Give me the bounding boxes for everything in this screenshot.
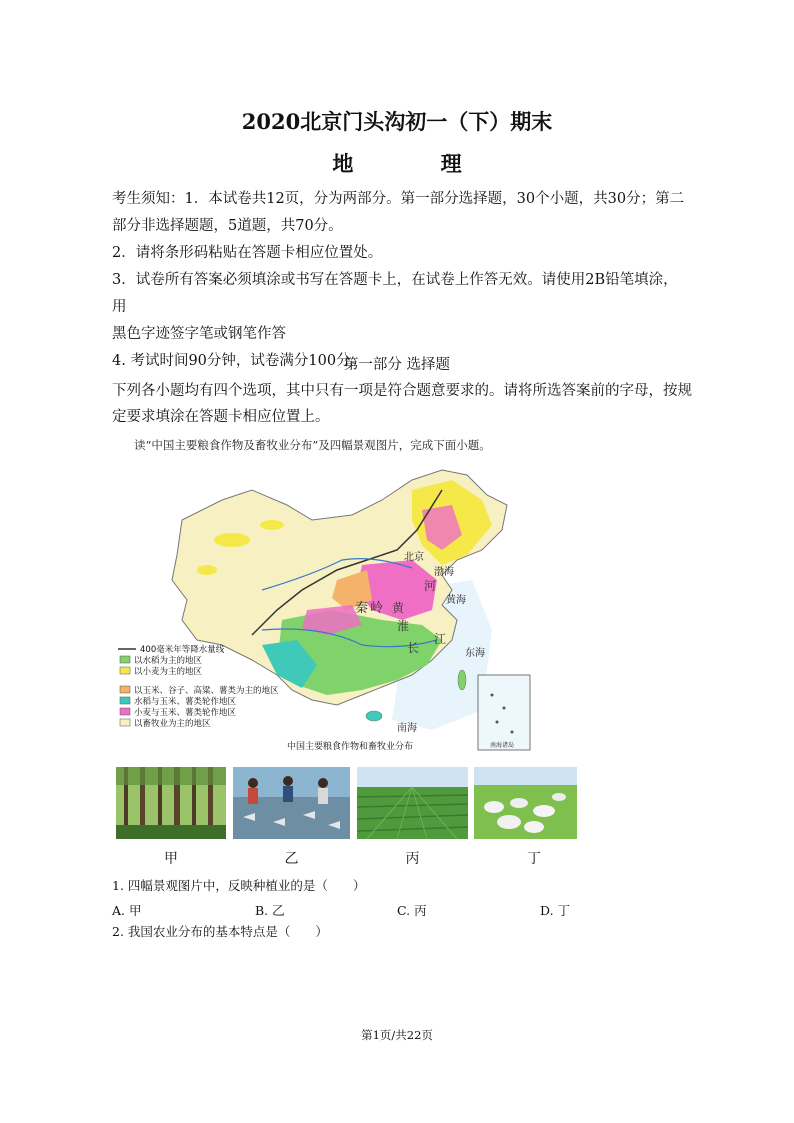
notice-line: 2．请将条形码粘贴在答题卡相应位置处。 <box>112 245 383 261</box>
notice-line: 部分非选择题题，5道题，共70分。 <box>112 218 343 234</box>
farmland-photo <box>357 767 468 839</box>
zone-wheat-northwest <box>214 533 250 547</box>
notice-line: 3．试卷所有答案必须填涂或书写在答题卡上，在试卷上作答无效。请使用2B铅笔填涂，用 <box>112 272 678 315</box>
label-huang: 黄 <box>392 601 405 615</box>
map-svg <box>112 460 542 755</box>
inset-label: 南海诸岛 <box>490 742 515 749</box>
zone-wheat-northwest <box>197 565 217 575</box>
question-2-text: 2. 我国农业分布的基本特点是（ ） <box>112 924 328 939</box>
option-d[interactable]: D. 丁 <box>540 903 571 918</box>
label-ling: 岭 <box>370 601 384 616</box>
option-c[interactable]: C. 丙 <box>397 903 427 918</box>
photo-label: 丙 <box>405 851 420 867</box>
label-nanhai: 南海 <box>397 723 417 734</box>
section-title: 第一部分 选择题 <box>343 357 451 373</box>
notice-line: 4. 考试时间90分钟，试卷满分100分。 <box>112 353 366 369</box>
label-bohai: 渤海 <box>434 567 454 578</box>
photo-label: 丁 <box>527 851 541 867</box>
intro-line: 定要求填涂在答题卡相应位置上。 <box>112 409 330 425</box>
map-caption: 中国主要粮食作物和畜牧业分布 <box>287 742 414 752</box>
label-chang: 长 <box>407 641 420 655</box>
exam-title: 2020北京门头沟初一（下）期末 <box>241 109 553 134</box>
exam-notice <box>112 186 692 375</box>
forest-photo <box>116 767 226 839</box>
legend-label: 以小麦为主的地区 <box>134 667 203 677</box>
fishing-photo <box>233 767 350 839</box>
legend-swatch <box>120 708 130 715</box>
question-1-text: 1. 四幅景观图片中，反映种植业的是（ ） <box>112 878 366 893</box>
zone-wheat-northwest <box>260 520 284 530</box>
label-huai: 淮 <box>397 619 410 633</box>
label-he: 河 <box>424 579 437 593</box>
taiwan-island <box>458 670 466 690</box>
label-donghai: 东海 <box>465 648 485 659</box>
label-qin: 秦 <box>355 601 369 616</box>
option-a[interactable]: A. 甲 <box>112 903 142 918</box>
legend-swatch <box>120 656 130 663</box>
option-b[interactable]: B. 乙 <box>255 903 285 918</box>
legend-label: 水稻与玉米、薯类轮作地区 <box>134 697 237 707</box>
legend-swatch <box>120 697 130 704</box>
notice-line: 黑色字迹签字笔或钢笔作答 <box>112 326 286 342</box>
sheep-pasture-photo <box>474 767 577 839</box>
question-lead: 读“中国主要粮食作物及畜牧业分布”及四幅景观图片，完成下面小题。 <box>134 438 491 452</box>
notice-line: 考生须知：1．本试卷共12页，分为两部分。第一部分选择题，30个小题，共30分；第二 <box>112 191 685 207</box>
intro-line: 下列各小题均有四个选项，其中只有一项是符合题意要求的。请将所选答案前的字母，按规 <box>112 383 692 399</box>
legend-label: 400毫米年等降水量线 <box>140 645 225 655</box>
legend-label: 小麦与玉米、薯类轮作地区 <box>134 708 237 718</box>
legend-swatch <box>120 686 130 693</box>
label-beijing: 北京 <box>404 552 424 563</box>
hainan-island <box>366 711 382 721</box>
page-footer: 第1页/共22页 <box>361 1028 433 1042</box>
legend-swatch <box>120 719 130 726</box>
legend-swatch <box>120 667 130 674</box>
photo-label: 乙 <box>284 851 299 867</box>
label-jiang: 江 <box>434 632 447 646</box>
label-huanghai: 黄海 <box>446 595 466 606</box>
legend-label: 以玉米、谷子、高粱、薯类为主的地区 <box>134 686 279 696</box>
south-china-sea-inset <box>478 675 530 750</box>
photo-label: 甲 <box>164 851 178 867</box>
subject-title: 地 理 <box>332 151 502 176</box>
legend-label: 以畜牧业为主的地区 <box>134 719 211 729</box>
legend-label: 以水稻为主的地区 <box>134 656 203 666</box>
china-agriculture-map <box>112 460 542 755</box>
section-intro <box>112 378 692 430</box>
